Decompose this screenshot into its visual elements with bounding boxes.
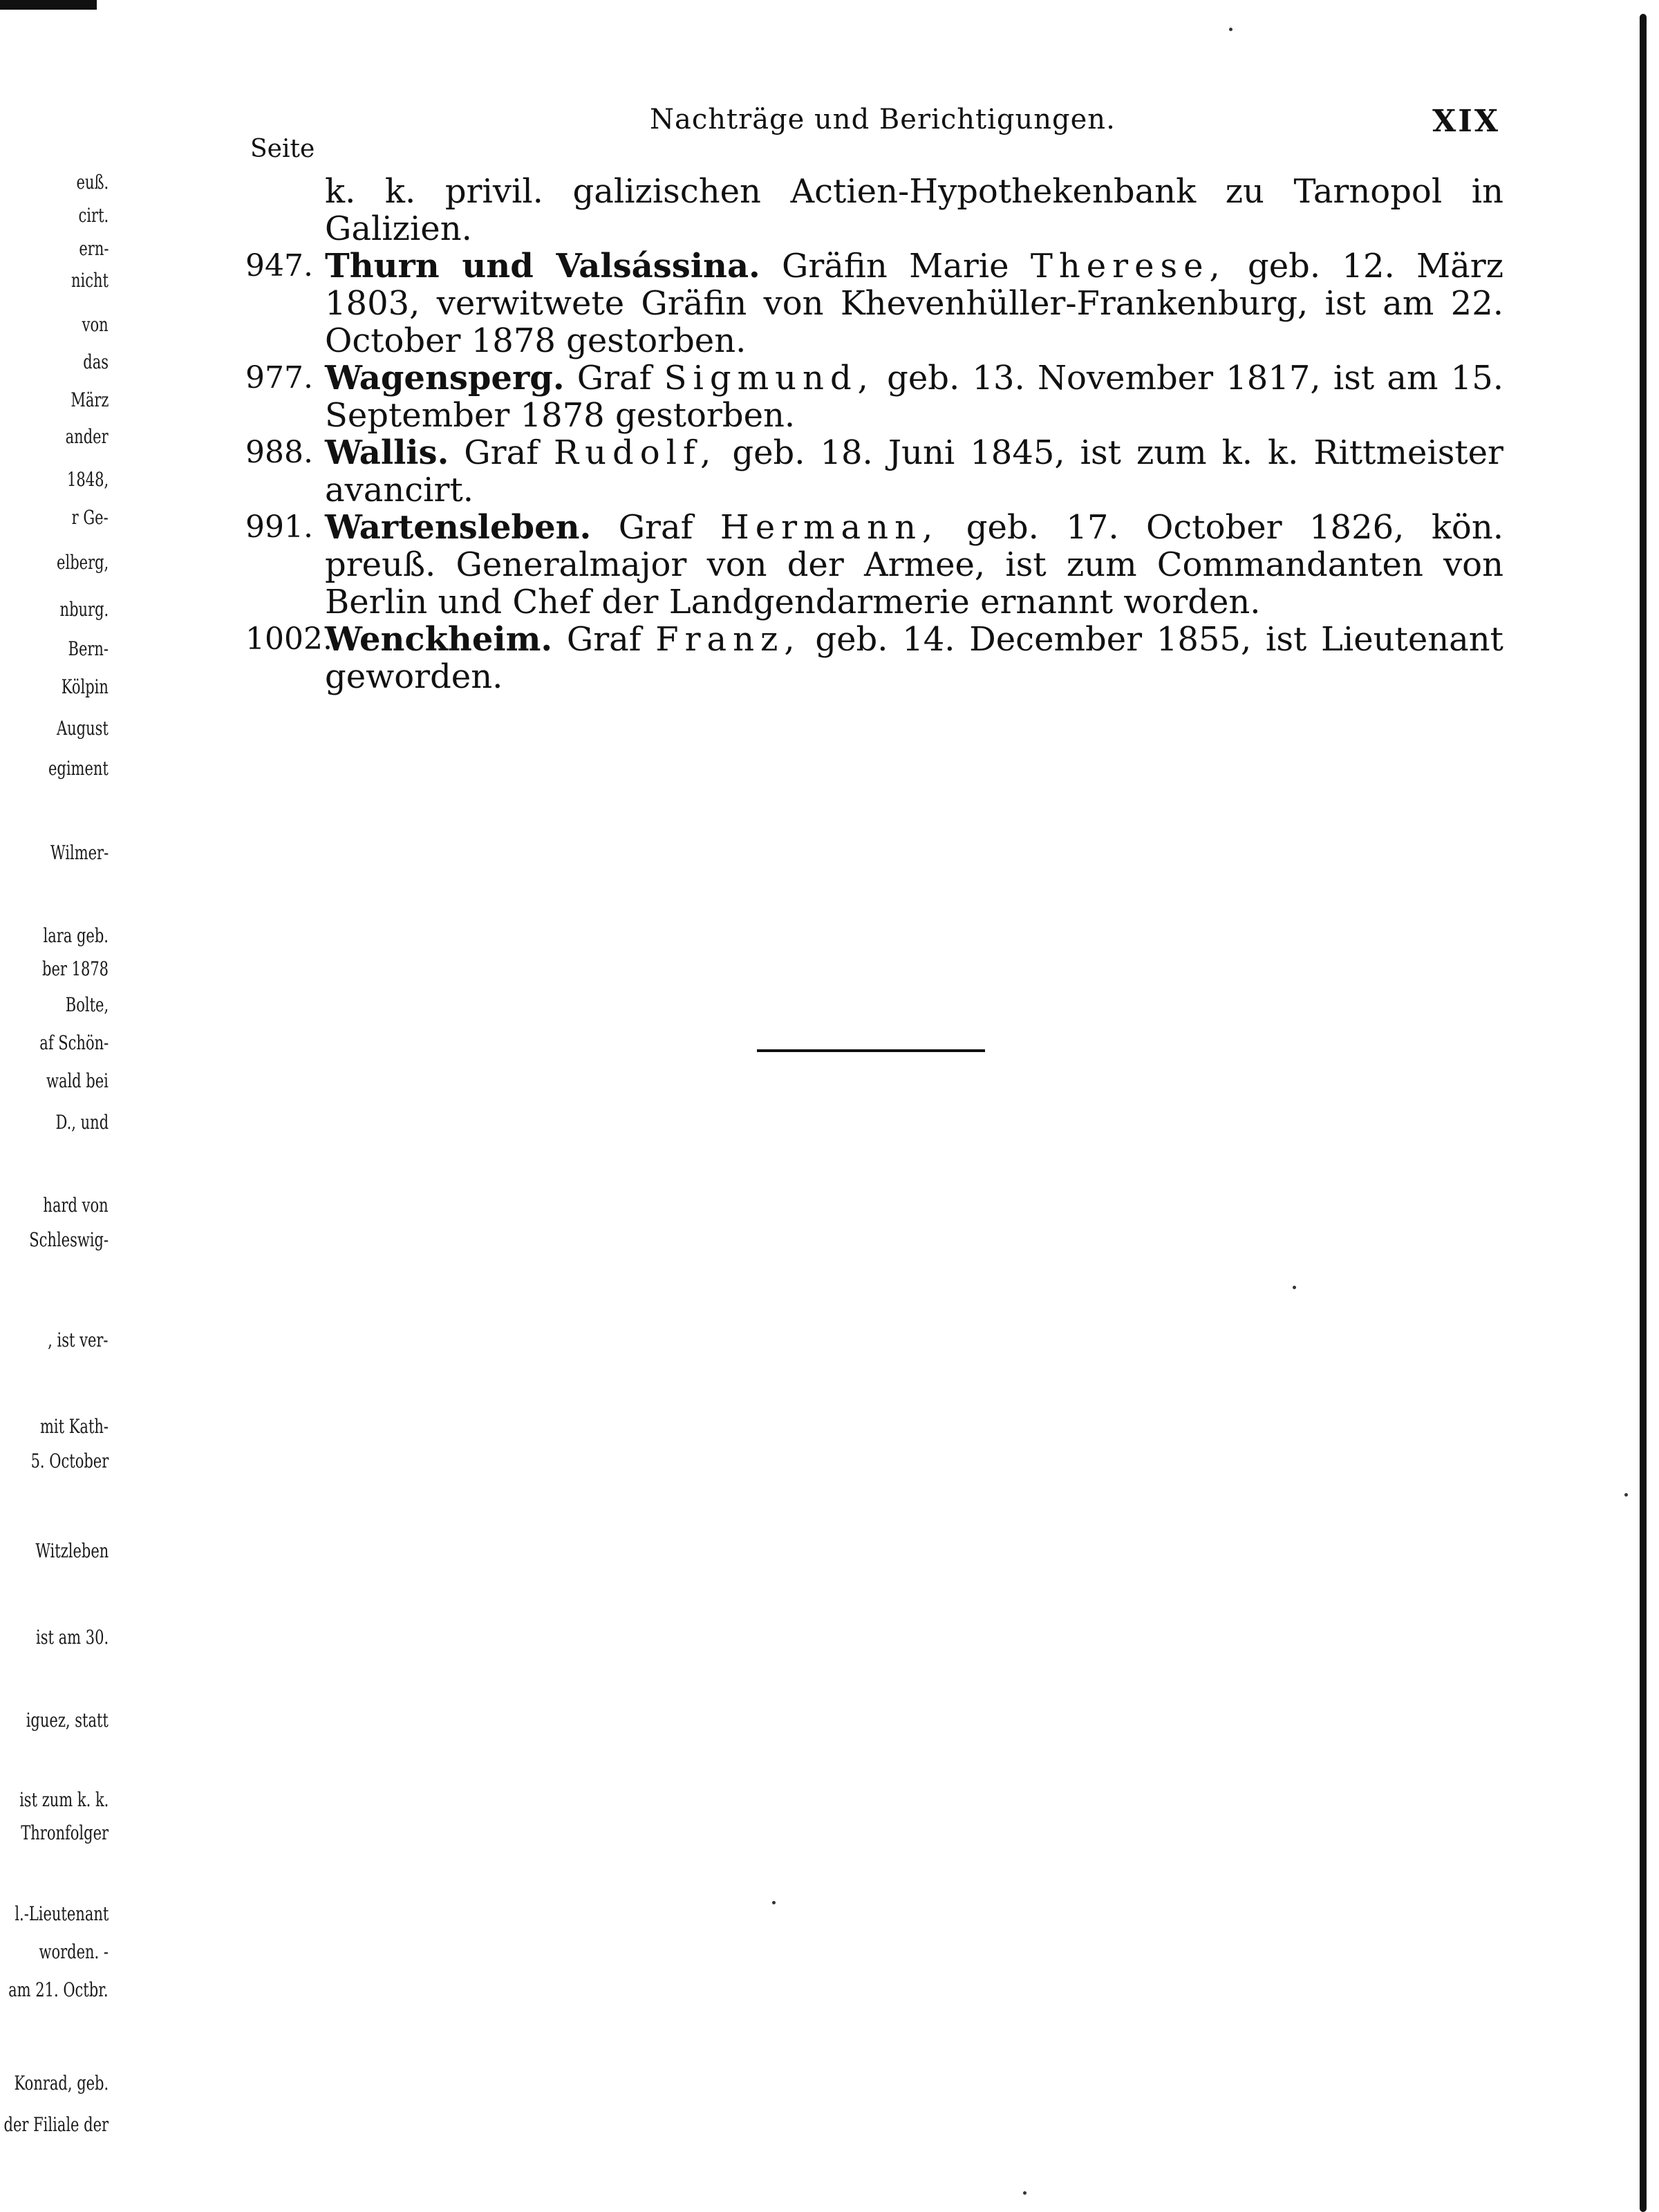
entry-person-name: Hermann, bbox=[720, 508, 939, 547]
margin-fragment: hard von bbox=[43, 1194, 109, 1217]
entry-person-name: Sigmund, bbox=[664, 359, 874, 397]
entry-title: Gräfin Marie bbox=[782, 247, 1009, 285]
entry-title: Graf bbox=[464, 433, 538, 472]
margin-fragment: r Ge- bbox=[71, 506, 109, 529]
margin-fragment: elberg, bbox=[56, 551, 109, 574]
entry-details: geb. 17. October 1826, kön. preuß. Generalmajor von der Armee, ist zum Commandanten von Berlin und Chef der Landgendarmerie ernannt worden. bbox=[325, 508, 1504, 621]
entry-person-name: Franz, bbox=[655, 620, 801, 659]
entry-text bbox=[325, 247, 1503, 359]
entry-details: geb. 14. December 1855, ist Lieutenant geworden. bbox=[325, 620, 1503, 696]
entry-page-number: 988. bbox=[245, 435, 313, 470]
entry-947 bbox=[245, 247, 1503, 359]
margin-fragment: das bbox=[83, 350, 109, 373]
margin-fragment: Bern- bbox=[68, 637, 109, 660]
margin-fragment: wald bei bbox=[46, 1069, 109, 1092]
margin-fragment: ber 1878 bbox=[41, 957, 109, 980]
entry-text bbox=[325, 509, 1503, 621]
entry-details: geb. 13. November 1817, ist am 15. September 1878 gestorben. bbox=[325, 359, 1504, 435]
scan-right-edge bbox=[1640, 14, 1647, 2212]
margin-fragment: Bolte, bbox=[65, 993, 109, 1016]
margin-fragment: worden. - bbox=[39, 1940, 109, 1963]
scan-speck bbox=[1624, 1493, 1628, 1497]
entry-988 bbox=[245, 434, 1503, 509]
entry-text bbox=[325, 434, 1503, 509]
entry-page-number: 991. bbox=[245, 509, 313, 545]
margin-fragment: Konrad, geb. bbox=[14, 2072, 109, 2094]
scan-speck bbox=[1023, 2191, 1027, 2195]
margin-fragment: März bbox=[70, 388, 109, 411]
entry-991 bbox=[245, 509, 1503, 621]
margin-fragment: 1848, bbox=[66, 468, 109, 491]
margin-fragment: Schleswig- bbox=[29, 1228, 109, 1251]
margin-fragment: am 21. Octbr. bbox=[8, 1978, 109, 2001]
margin-fragment: D., und bbox=[55, 1111, 109, 1134]
margin-fragment: l.-Lieutenant bbox=[15, 1902, 109, 1925]
entry-person-name: Rudolf, bbox=[553, 433, 718, 472]
scan-speck bbox=[772, 1901, 776, 1904]
margin-fragment: von bbox=[82, 313, 109, 336]
entry-details: geb. 12. März 1803, verwitwete Gräfin von Khevenhüller-Frankenburg, ist am 22. October 1878 gestorben. bbox=[325, 247, 1503, 360]
entry-details: geb. 18. Juni 1845, ist zum k. k. Rittmeister avancirt. bbox=[325, 433, 1503, 509]
margin-fragment: der Filiale der bbox=[3, 2113, 109, 2136]
entry-family-name: Wartensleben. bbox=[325, 508, 592, 547]
end-rule bbox=[757, 1049, 985, 1052]
running-title: Nachträge und Berichtigungen. bbox=[650, 104, 1116, 135]
margin-fragment: ern- bbox=[78, 237, 109, 260]
margin-fragment: Wilmer- bbox=[50, 841, 109, 864]
running-header bbox=[650, 104, 1500, 145]
entry-1002 bbox=[245, 621, 1503, 695]
scan-speck bbox=[1229, 28, 1232, 31]
entry-title: Graf bbox=[566, 620, 641, 659]
scan-speck bbox=[1293, 1286, 1296, 1289]
margin-fragment: iguez, statt bbox=[26, 1709, 109, 1732]
entry-page-number: 947. bbox=[245, 248, 313, 283]
margin-fragment: mit Kath- bbox=[39, 1415, 109, 1438]
margin-fragment: ander bbox=[66, 425, 109, 448]
entry-page-number: 1002. bbox=[245, 621, 332, 657]
margin-fragment: , ist ver- bbox=[48, 1329, 109, 1351]
page-number: XIX bbox=[1432, 104, 1500, 139]
corrections-text bbox=[245, 173, 1503, 695]
margin-fragment: 5. October bbox=[30, 1450, 109, 1472]
entry-text bbox=[325, 359, 1503, 434]
margin-fragment: ist zum k. k. bbox=[19, 1788, 109, 1811]
entry-family-name: Wagensperg. bbox=[325, 359, 565, 397]
entry-family-name: Wenckheim. bbox=[325, 620, 553, 659]
entry-text bbox=[325, 621, 1503, 695]
entry-family-name: Wallis. bbox=[325, 433, 449, 472]
margin-fragment: ist am 30. bbox=[35, 1626, 109, 1649]
seite-label: Seite bbox=[250, 135, 315, 163]
margin-fragment: Thronfolger bbox=[21, 1821, 109, 1844]
margin-fragment: nburg. bbox=[59, 598, 109, 621]
entry-person-name: Therese, bbox=[1030, 247, 1226, 285]
entry-family-name: Thurn und Valsássina. bbox=[325, 247, 760, 285]
entry-977 bbox=[245, 359, 1503, 434]
margin-fragment: Witzleben bbox=[35, 1539, 109, 1562]
margin-fragment: euß. bbox=[76, 171, 109, 194]
margin-fragment: nicht bbox=[71, 269, 109, 292]
scan-edge-mark bbox=[0, 0, 97, 10]
entry-title: Graf bbox=[618, 508, 693, 547]
continuation-paragraph: k. k. privil. galizischen Actien-Hypothekenbank zu Tarnopol in Galizien. bbox=[325, 172, 1503, 248]
facing-page-fragments bbox=[0, 152, 114, 2191]
margin-fragment: cirt. bbox=[78, 204, 109, 227]
entry-page-number: 977. bbox=[245, 360, 313, 395]
margin-fragment: egiment bbox=[48, 757, 109, 780]
entry-title: Graf bbox=[577, 359, 652, 397]
margin-fragment: August bbox=[57, 717, 109, 740]
margin-fragment: af Schön- bbox=[39, 1031, 109, 1054]
margin-fragment: lara geb. bbox=[43, 924, 109, 947]
margin-fragment: Kölpin bbox=[61, 675, 109, 698]
